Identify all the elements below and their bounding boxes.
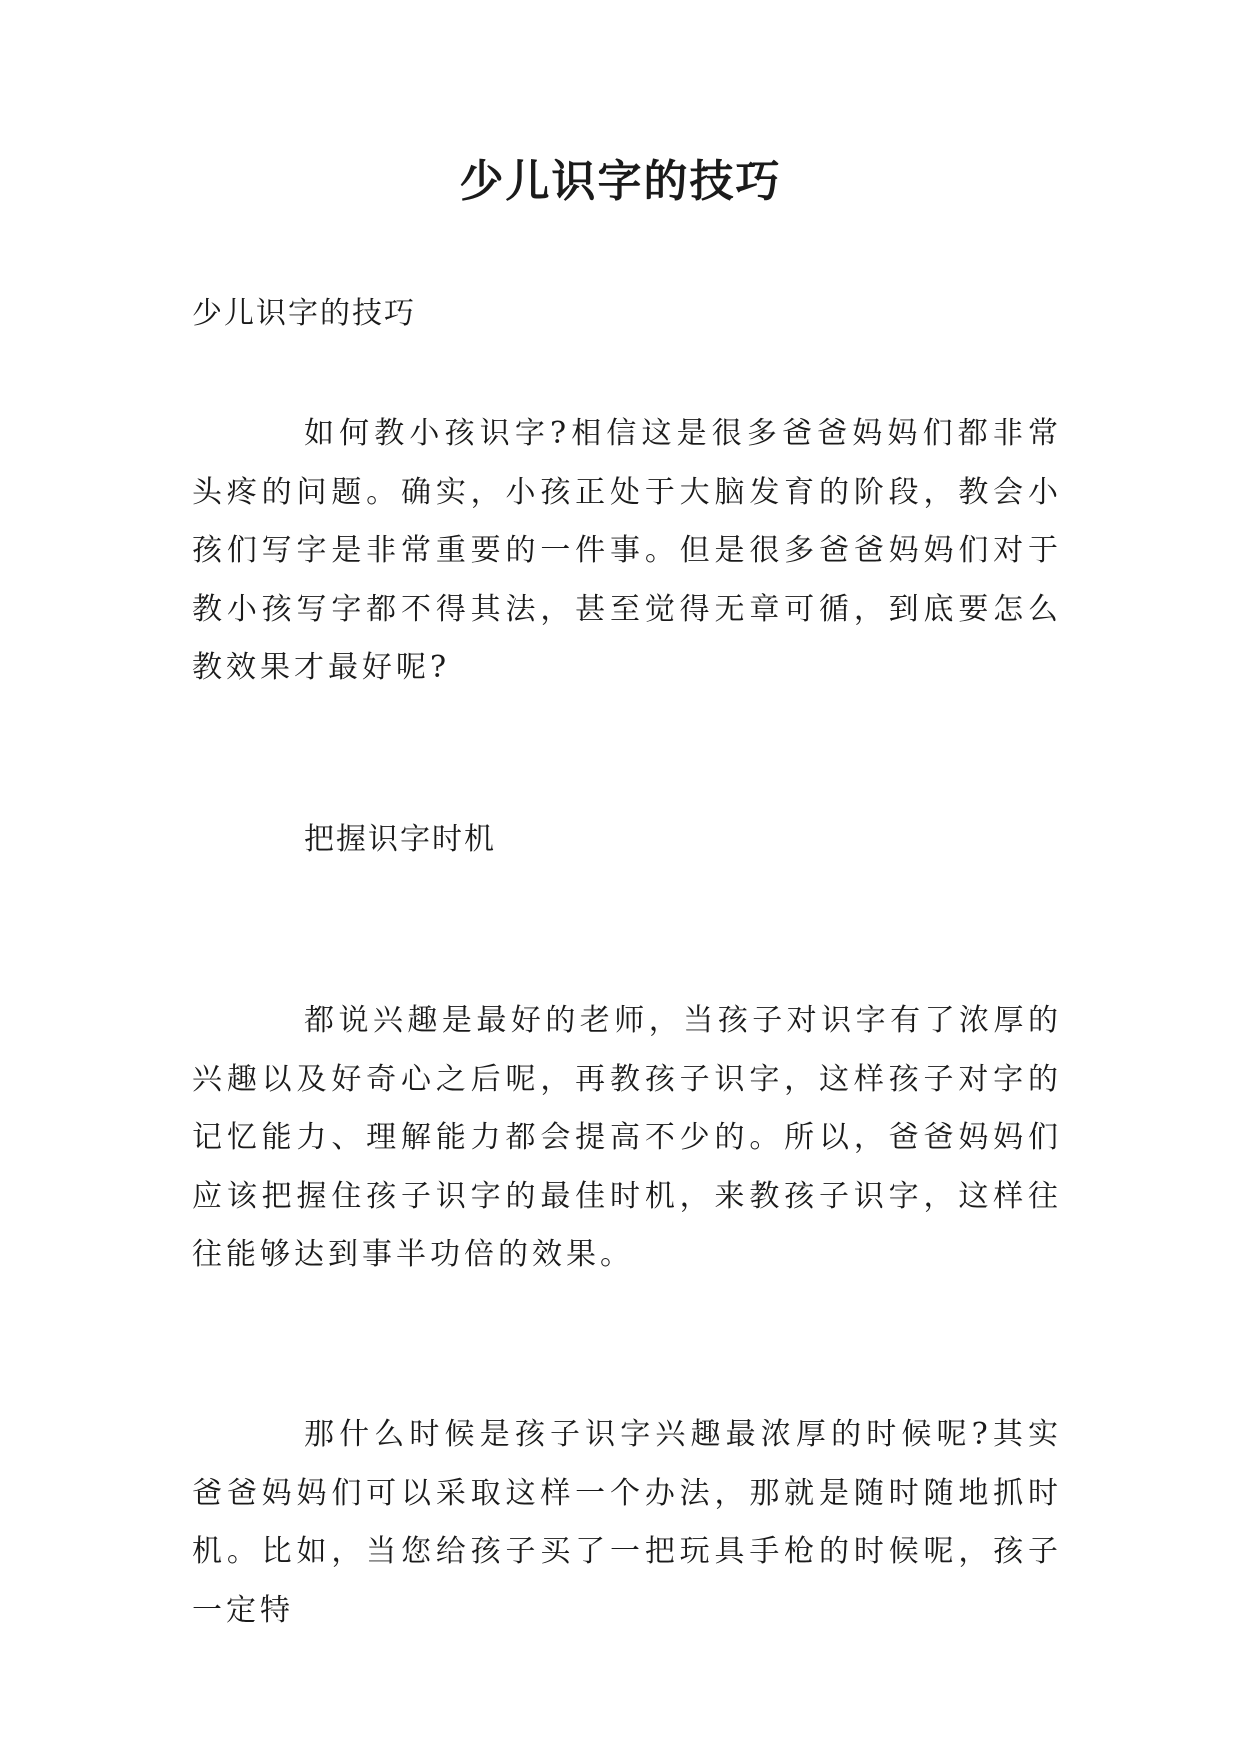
document-title: 少儿识字的技巧 — [459, 156, 782, 207]
section-heading: 把握识字时机 — [304, 822, 496, 857]
document-subtitle: 少儿识字的技巧 — [192, 296, 416, 331]
body-paragraph-timing: 那什么时候是孩子识字兴趣最浓厚的时候呢?其实爸爸妈妈们可以采取这样一个办法，那就是随时随地抓时机。比如，当您给孩子买了一把玩具手枪的时候呢，孩子一定特 — [192, 1417, 1062, 1628]
body-paragraph-interest: 都说兴趣是最好的老师，当孩子对识字有了浓厚的兴趣以及好奇心之后呢，再教孩子识字，这样孩子对字的记忆能力、理解能力都会提高不少的。所以，爸爸妈妈们应该把握住孩子识字的最佳时机，来教孩子识字，这样往往能够达到事半功倍的效果。 — [192, 1003, 1062, 1272]
intro-paragraph: 如何教小孩识字?相信这是很多爸爸妈妈们都非常头疼的问题。确实，小孩正处于大脑发育的阶段，教会小孩们写字是非常重要的一件事。但是很多爸爸妈妈们对于教小孩写字都不得其法，甚至觉得无章可循，到底要怎么教效果才最好呢? — [192, 416, 1062, 685]
